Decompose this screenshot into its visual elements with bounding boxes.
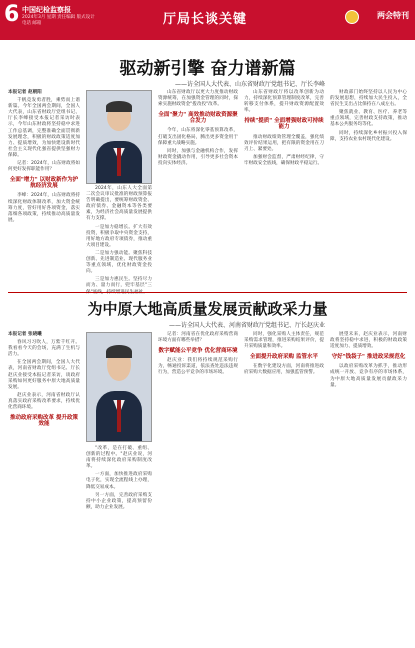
article2-paragraph: 赵庆业表示，河南省财政厅认真落实政府采购改革要求，持续优化营商环境。 (8, 392, 80, 411)
article2-subtitle: ——访全国人大代表、河南省财政厅党组书记、厅长赵庆业 (168, 322, 325, 329)
article1-subheading: 持续"提质" 全面增强财政可持续能力 (244, 118, 324, 131)
article2-paragraph: 同时，强化采购人主体责任，规范采购需求管理，推进采购结果评价，提升采购质量和效率。 (244, 332, 324, 350)
special-issue-badge: 两会特刊 (377, 11, 409, 20)
article1-paragraph: 三是加力惠民生。坚持尽力而为、量力而行，兜牢基层"三 (86, 277, 152, 289)
article2-paragraph: 赵庆业：我们将持续规范采购行为，畅通投诉渠道，依法查处违法违规行为，营造公平竞争的市场环境。 (158, 358, 238, 376)
article1-paragraph: 同时，加强与金融机构合作，发挥财政资金撬动作用，引导更多社会资本投向实体经济。 (158, 148, 238, 166)
article1-title: 驱动新引擎 奋力谱新篇 (119, 59, 296, 79)
paper-name: 中国纪检监察报 (22, 6, 71, 14)
article-divider (8, 292, 407, 293)
article1-paragraph: 财政部门始终坚持以人民为中心的发展思想，持续加大民生投入，全省民生支出占比保持在八成左右。 (330, 90, 407, 108)
portrait-hair (106, 101, 132, 112)
article2-title: 为中原大地高质量发展贡献政采力量 (87, 300, 328, 318)
article2-column-3 (158, 332, 238, 642)
article1-subheading: 全面"增力" 以财政新作为护航经济发展 (9, 177, 79, 190)
article1-paragraph: 今年，山东将深化零基预算改革，打破支出固化格局，腾出更多资金用于保障重大战略实施。 (158, 128, 238, 146)
article2-subheading: 推动政府采购改革 提升政策效能 (10, 415, 78, 428)
article2-paragraph: 春风习习吹人，万紫千红开。我看看今天的会场，充满了生机与活力。 (8, 340, 80, 358)
article2-paragraph: 在数字化建设方面，河南将推进政府采购大数据应用，加强监管预警。 (244, 364, 324, 376)
article1-paragraph: 一是加力稳增长。扩大有效投资，积极争取中央资金支持，用好地方政府专项债券，推动重大项目建设。 (86, 224, 152, 248)
article1-paragraph: 李峰：2024年，山东财政将持续深化财政体制改革，加大资金统筹力度，管好用好各项资金，落实落细各项政策，持续推动高质量发展。 (8, 193, 80, 223)
paper-meta-line1: 2024年3月 星期 责任编辑 版式设计 (22, 15, 95, 20)
masthead (0, 0, 415, 40)
article1-subtitle: ——访全国人大代表、山东省财政厅党组书记、厅长李峰 (174, 81, 325, 88)
article1-column-5 (330, 90, 407, 290)
article2-paragraph: 在全国两会期间，全国人大代表，河南省财政厅党组书记、厅长赵庆业接受本报记者采访，谈政府采购如何更好服务中原大地高质量发展。 (8, 360, 80, 390)
article2-subheading: 数字赋能公平竞争 优化营商环境 (158, 348, 238, 355)
article2-column-4 (244, 332, 324, 642)
portrait-zhao-qingye (86, 332, 152, 442)
paper-meta-line2: 电话 邮箱 (22, 21, 42, 26)
article1-paragraph: 同时，持续深化乡村振兴投入保障，支持农业农村现代化建设。 (330, 130, 407, 142)
article1-paragraph: 2024年，山东人大全面第二次会议审议批准的财政预算报告明确提出，要统筹财政资金、政府债券、金融资本等各类要素，为经济社会高质量发展提供有力支撑。 (86, 186, 152, 222)
article1-paragraph: 二是加力强动能。聚焦科技创新、先进制造业、现代服务业等重点领域，优化财政资金投向。 (86, 250, 152, 275)
article2-subheading: 守好"钱袋子" 推进政采规范化 (331, 354, 406, 361)
emblem-icon (345, 10, 359, 24)
article1-paragraph: 千帆竞发勇者胜，乘势而上谱新篇。今年全国两会期间，全国人大代表，山东省财政厅党组书记、厅长李峰接受本报记者采访时表示，今年山东财政将坚持稳中求进工作总基调，完整准确全面贯彻新发展理念，积极的财政政策适度加力、提质增效，为加快建设新时代社会主义现代化强省提供坚强财力保障。 (8, 98, 80, 158)
article2-paragraph: 以政府采购改革为抓手，推动形成统一开放、竞争有序的市场体系，为中原大地高质量发展贡献政采力量。 (330, 364, 407, 388)
article1-paragraph: 加强财会监督，严肃财经纪律，守牢财政安全底线，确保财政平稳运行。 (244, 154, 324, 166)
article1-paragraph: 山东省财政厅将以改革创新为动力，持续深化预算管理制度改革，完善转移支付体系，提升财政资源配置效率。 (244, 90, 324, 114)
article1-paragraph: 记者：2024年，山东财政将如何更好发挥职能作用？ (8, 161, 80, 173)
article1-column-3 (158, 90, 238, 290)
section-title: 厅局长谈关键 (163, 12, 248, 27)
portrait-tie (117, 148, 121, 176)
article2-column-1 (8, 332, 80, 642)
page-number: 6 (4, 2, 20, 27)
article2-paragraph: 记者：河南省在优化政府采购营商环境方面有哪些举措？ (158, 332, 238, 344)
article2-byline: 本报记者 张晓曦 (8, 332, 42, 337)
article1-paragraph: 聚焦就业、教育、医疗、养老等重点领域，完善财政支持政策，推动基本公共服务均等化。 (330, 110, 407, 128)
article2-column-5 (330, 332, 407, 642)
article1-paragraph: 山东省财政厅以更大力度推动财政资源统筹，在加强资金管理的同时，探索实施财政资金"拨改投"改革。 (158, 90, 238, 108)
portrait-hair (106, 345, 132, 358)
article2-subheading: 全面提升政府采购 监管水平 (250, 354, 318, 361)
portrait-li-feng (86, 90, 152, 184)
article2-paragraph: "改革，是在打破、重组、创新的过程中。"赵庆业说，河南将持续深化政府采购制度改革。 (86, 446, 152, 470)
paper-meta (22, 15, 95, 27)
article1-byline: 本报记者 赵朝阳 (8, 90, 42, 95)
article2-column-2 (86, 446, 152, 642)
article2-paragraph: 另一方面，完善政府采购支持中小企业政策，提高预留份额，助力企业发展。 (86, 492, 152, 510)
article2-paragraph: 一方面，加快推进政府采购电子化，实现全流程线上办理，降低交易成本。 (86, 472, 152, 490)
article1-paragraph: 推动财政绩效管理全覆盖，强化绩效评价结果运用，把有限的资金用在刀刃上、紧要处。 (244, 134, 324, 152)
article2-paragraph: 展望未来，赵庆业表示，河南财政将坚持稳中求进，积极的财政政策适度加力、提质增效。 (330, 332, 407, 350)
article1-subheading: 全面"聚力" 高效推动财政资源聚合发力 (158, 112, 238, 125)
article1-column-2 (86, 186, 152, 290)
article1-column-1 (8, 90, 80, 290)
article1-column-4 (244, 90, 324, 290)
portrait-tie (117, 400, 121, 432)
